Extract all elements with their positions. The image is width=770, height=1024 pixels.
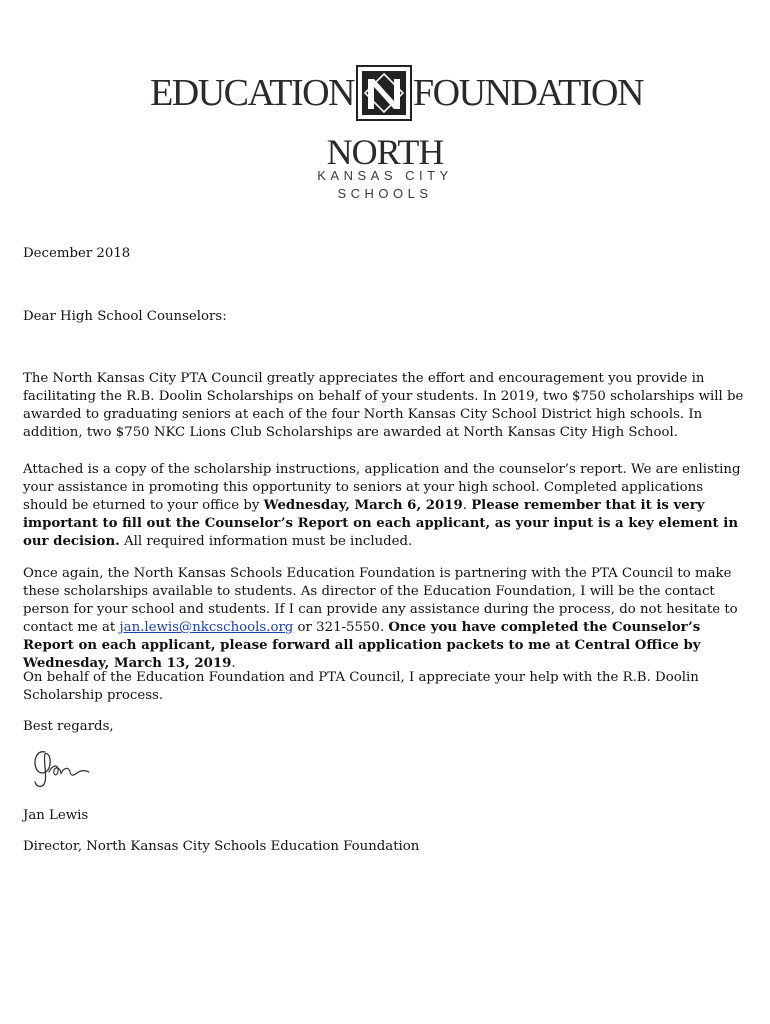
letter-salutation: Dear High School Counselors: — [23, 309, 227, 324]
letter-closing: Best regards, — [23, 719, 114, 734]
signature-image — [25, 746, 97, 792]
deadline-office: Wednesday, March 6, 2019 — [263, 498, 463, 513]
logo-line-schools: SCHOOLS — [337, 186, 433, 201]
signer-title: Director, North Kansas City Schools Education Foundation — [23, 839, 420, 854]
partnership-text: Once again, the North Kansas Schools Education Foundation is partnering with the PTA Council to make these scholarships available to students. As director of the Education Foundation, I will be the contact person for your school and students. If I can provide any assistance during the process, do not hesitate to contact me at — [23, 566, 738, 635]
logo-word-north: NORTH — [326, 132, 444, 172]
logo-line-kansas-city: KANSAS CITY — [317, 168, 453, 183]
paragraph-thanks: On behalf of the Education Foundation and PTA Council, I appreciate your help with the R.B. Doolin Scholarship process. — [23, 670, 699, 703]
foundation-logo — [0, 62, 770, 207]
required-info-text: All required information must be included. — [119, 534, 413, 549]
logo-word-education: EDUCATION — [150, 72, 354, 114]
email-link[interactable]: jan.lewis@nkcschools.org — [119, 620, 294, 635]
phone-text: or 321-5550. — [293, 620, 389, 635]
forward-packets-instruction: Once you have completed the Counselor’s Report on each applicant, please forward all application packets to me at Central Office by Wednesday, March 13, 2019 — [23, 620, 701, 671]
logo-word-foundation: FOUNDATION — [413, 72, 643, 114]
instructions-text: Attached is a copy of the scholarship instructions, application and the counselor’s report. We are enlisting your assistance in promoting this opportunity to seniors at your high school. Completed applications should be eturned to your office by — [23, 462, 741, 513]
signer-name: Jan Lewis — [23, 808, 89, 823]
punctuation: . — [462, 498, 472, 513]
paragraph-intro: The North Kansas City PTA Council greatly appreciates the effort and encouragement you provide in facilitating the R.B. Doolin Scholarships on behalf of your students. In 2019, two $750 scholarships will be awarded to graduating seniors at each of the four North Kansas City School District high schools. In addition, two $750 NKC Lions Club Scholarships are awarded at North Kansas City High School. — [23, 371, 744, 440]
letter-date: December 2018 — [23, 246, 131, 261]
logo-mark-icon — [356, 65, 412, 121]
paragraph-instructions — [23, 461, 749, 551]
counselor-report-reminder: Please remember that it is very important to fill out the Counselor’s Report on each applicant, as your input is a key element in our decision. — [23, 498, 738, 549]
paragraph-partnership — [23, 565, 749, 673]
punctuation: . — [231, 656, 236, 671]
